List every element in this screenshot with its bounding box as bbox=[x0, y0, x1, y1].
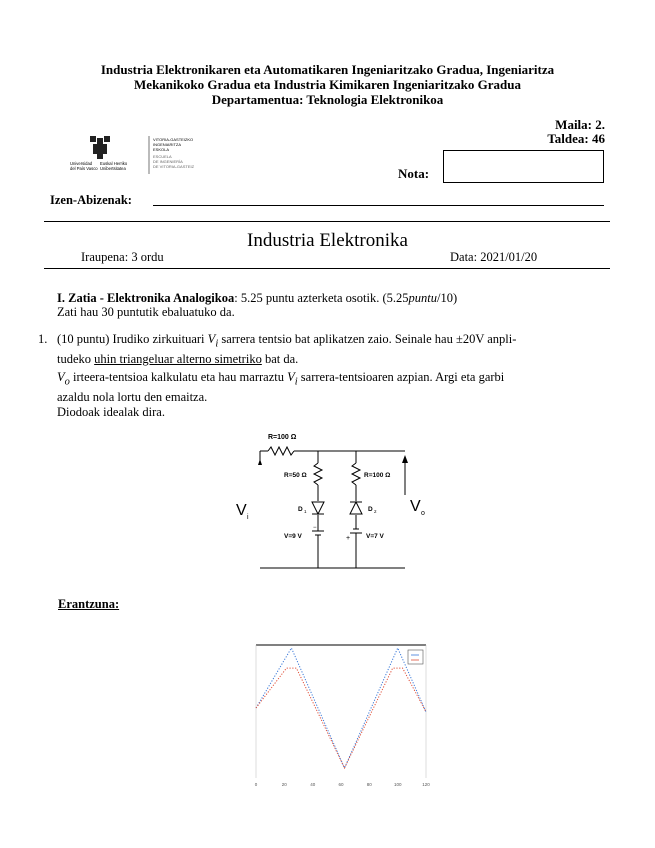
grade-box[interactable] bbox=[443, 150, 604, 183]
course-title: Industria Elektronika bbox=[247, 230, 408, 251]
name-field-line[interactable] bbox=[153, 205, 604, 206]
label-v1: V=9 V bbox=[284, 533, 302, 540]
question-line-1 bbox=[57, 332, 617, 352]
q-text: sarrera tentsio bat aplikatzen zaio. Seinale hau ±20V anpli- bbox=[218, 332, 517, 346]
label-r1: R=50 Ω bbox=[284, 472, 307, 479]
university-logo bbox=[70, 134, 220, 178]
upv-emblem-icon bbox=[90, 136, 110, 159]
label-series-resistor: R=100 Ω bbox=[268, 434, 297, 441]
label-v2: V=7 V bbox=[366, 533, 384, 540]
taldea-label: Taldea: 46 bbox=[547, 131, 605, 146]
chart-frame bbox=[256, 645, 426, 778]
series-line-vi bbox=[256, 648, 426, 768]
section-points-unit: puntu bbox=[408, 291, 437, 305]
vo-symbol: V bbox=[57, 370, 65, 384]
answer-label: Erantzuna: bbox=[58, 597, 120, 611]
series-line-vo bbox=[256, 668, 426, 768]
label-vi: V bbox=[236, 502, 247, 519]
q-text: sarrera-tentsioaren azpian. Argi eta garbi bbox=[297, 370, 505, 384]
vo-subscript: o bbox=[64, 376, 70, 388]
x-tick-label: 60 bbox=[338, 782, 344, 787]
series-resistor bbox=[268, 447, 294, 455]
resistor-r2 bbox=[352, 463, 360, 485]
x-tick-label: 40 bbox=[310, 782, 316, 787]
logo-text: ESKOLA bbox=[153, 147, 170, 152]
section-note: Zati hau 30 puntutik ebaluatuko da. bbox=[57, 305, 235, 319]
exam-date: Data: 2021/01/20 bbox=[450, 250, 538, 264]
label-d1: D bbox=[298, 506, 303, 513]
v2-plus: + bbox=[346, 535, 351, 542]
v1-minus: − bbox=[313, 525, 317, 531]
question-line-2 bbox=[57, 352, 617, 367]
duration-label: Iraupena: 3 ordu bbox=[81, 250, 164, 264]
diode-d1 bbox=[312, 502, 324, 514]
x-tick-label: 80 bbox=[366, 782, 372, 787]
nota-label: Nota: bbox=[398, 166, 430, 181]
logo-text: INGENIARITZA bbox=[153, 142, 182, 147]
question-paragraph-3: Diodoak idealak dira. bbox=[57, 405, 165, 419]
label-vo-sub: o bbox=[421, 510, 425, 517]
section-heading bbox=[57, 291, 617, 306]
label-vo: V bbox=[410, 498, 421, 515]
section-points: : 5.25 puntu azterketa osotik. (5.25 bbox=[234, 291, 409, 305]
vi-symbol: V bbox=[287, 370, 295, 384]
name-label: Izen-Abizenak: bbox=[50, 193, 132, 207]
label-d2: D bbox=[368, 506, 373, 513]
logo-text: Universidad bbox=[70, 161, 93, 166]
section-title: I. Zatia - Elektronika Analogikoa bbox=[57, 291, 235, 305]
answer-chart bbox=[240, 640, 430, 792]
circuit-diagram bbox=[230, 425, 430, 575]
diode-d2 bbox=[350, 502, 362, 514]
vi-arrow-head bbox=[258, 459, 262, 465]
q-underlined: uhin triangeluar alterno simetriko bbox=[94, 351, 262, 366]
header-line-1: Industria Elektronikaren eta Automatikaren Ingeniaritzako Gradua, Ingeniaritza bbox=[100, 62, 555, 77]
section-points-tail: /10) bbox=[437, 291, 458, 305]
header-line-3: Departamentua: Teknologia Elektronikoa bbox=[211, 92, 444, 107]
top-rule bbox=[44, 221, 610, 222]
x-tick-label: 120 bbox=[422, 782, 430, 787]
logo-text: del País Vasco bbox=[70, 166, 98, 171]
question-text bbox=[57, 332, 617, 367]
label-d2-sub: 2 bbox=[374, 509, 377, 514]
logo-text: DE INGENIERÍA bbox=[153, 159, 183, 164]
maila-label: Maila: 2. bbox=[555, 117, 605, 132]
group-info bbox=[547, 118, 605, 146]
q-text: bat da. bbox=[261, 351, 299, 366]
header-line-2: Mekanikoko Gradua eta Industria Kimikaren Ingeniaritzako Gradua bbox=[134, 77, 521, 92]
x-tick-label: 20 bbox=[281, 782, 287, 787]
logo-text: ESCUELA bbox=[153, 154, 172, 159]
q-text: azaldu nola lortu den emaitza. bbox=[57, 389, 208, 404]
x-tick-label: 0 bbox=[254, 782, 258, 787]
logo-text: DE VITORIA-GASTEIZ bbox=[153, 164, 195, 169]
question-number: 1. bbox=[38, 332, 48, 346]
logo-text: VITORIA-GASTEIZKO bbox=[153, 137, 194, 142]
vo-arrow-head bbox=[402, 455, 408, 463]
vi-symbol: V bbox=[207, 332, 216, 346]
q-text: tudeko bbox=[57, 351, 95, 366]
logo-text: Euskal Herriko bbox=[100, 161, 128, 166]
bottom-rule bbox=[44, 268, 610, 269]
label-vi-sub: i bbox=[247, 514, 249, 521]
logo-text: Unibertsitatea bbox=[100, 166, 126, 171]
vi-subscript: i bbox=[294, 376, 298, 388]
q-text: (10 puntu) Irudiko zirkuituari bbox=[57, 332, 208, 346]
department-header bbox=[40, 62, 615, 107]
q-text: irteera-tentsioa kalkulatu eta hau marraztu bbox=[69, 370, 288, 384]
chart-legend bbox=[408, 650, 423, 664]
question-paragraph-2 bbox=[57, 370, 617, 405]
vi-subscript: i bbox=[215, 338, 219, 350]
x-tick-label: 100 bbox=[393, 782, 402, 787]
resistor-r1 bbox=[314, 463, 322, 485]
label-d1-sub: 1 bbox=[304, 509, 307, 514]
label-r2: R=100 Ω bbox=[364, 472, 391, 479]
